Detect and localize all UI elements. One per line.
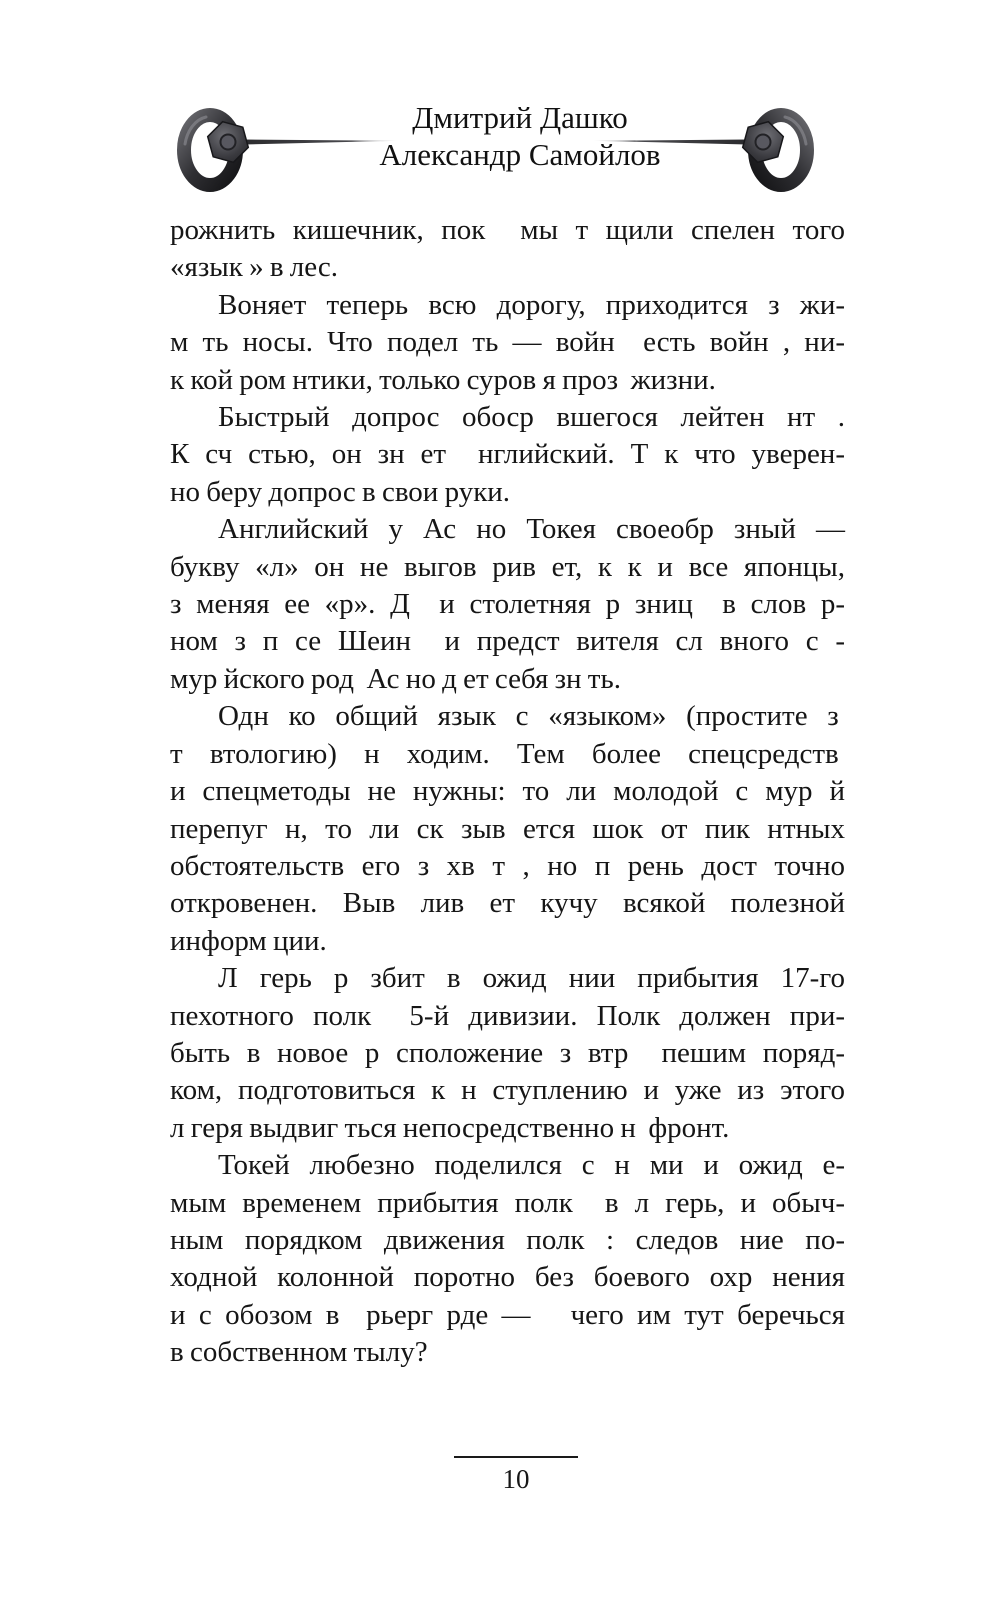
page-number: 10 [502,1464,530,1494]
text-line: Воняет теперь всю дорогу, приходится з жи- [218,288,845,321]
text-line: и с обозом в рьерг рде — чего им тут беречься [170,1298,845,1331]
text-line: Быстрый допрос обоср вшегося лейтен нт . [218,401,845,434]
text-line: ходной колонной поротно без боевого охр нения [170,1261,845,1294]
text-line: обстоятельств его з хв т , но п рень дост точно [170,849,845,882]
text-line: мур йского род Ас но д ет себя зн ть. [170,662,621,695]
text-line: Английский у Ас но Токея своеобр зный — [218,513,845,546]
author-name-1: Дмитрий Дашко [412,100,628,135]
text-line: «язык » в лес. [170,251,338,284]
text-line: но беру допрос в свои руки. [170,475,511,508]
text-line: информ ции. [170,924,327,957]
text-line: Токей любезно поделился с н ми и ожид е- [218,1149,845,1182]
text-line: перепуг н, то ли ск зыв ется шок от пик нтных [170,812,845,845]
text-line: л геря выдвиг ться непосредственно н фронт. [170,1111,730,1144]
text-line: быть в новое р сположение з втр пешим поряд- [170,1036,845,1069]
text-line: букву «л» он не выгов рив ет, к к и все японцы, [170,550,845,583]
text-line: Одн ко общий язык с «языком» (простите з [218,700,845,733]
text-line: в собственном тылу? [170,1336,428,1369]
text-line: м ть носы. Что подел ть — войн есть войн , ни- [170,326,845,359]
text-column [170,212,845,1372]
text-line: з меняя ее «р». Д и столетняя р зниц в слов р- [170,588,845,621]
text-line: пехотного полк 5-й дивизии. Полк должен при- [170,999,845,1032]
author-name-2: Александр Самойлов [379,137,661,172]
text-line: рожнить кишечник, пок мы т щили спелен того [170,214,845,246]
text-line: к кой ром нтики, только суров я проз жизни. [170,363,716,396]
text-line: ком, подготовиться к н ступлению и уже из этого [170,1074,845,1107]
footer-divider [454,1456,578,1458]
text-line: откровенен. Выв лив ет кучу всякой полезной [170,887,845,920]
text-line: ным порядком движения полк : следов ние по- [170,1223,845,1256]
text-line: и спецметоды не нужны: то ли молодой с мур й [170,775,845,808]
page-header [20,99,1000,173]
text-line: Л герь р збит в ожид нии прибытия 17-го [218,962,845,995]
text-line: т втологию) н ходим. Тем более спецсредств [170,737,845,770]
text-line: мым временем прибытия полк в л герь, и обыч- [170,1186,845,1219]
text-line: ном з п се Шеин и предст вителя сл вного с - [170,625,845,658]
text-line: К сч стью, он зн ет нглийский. Т к что уверен- [170,438,845,471]
